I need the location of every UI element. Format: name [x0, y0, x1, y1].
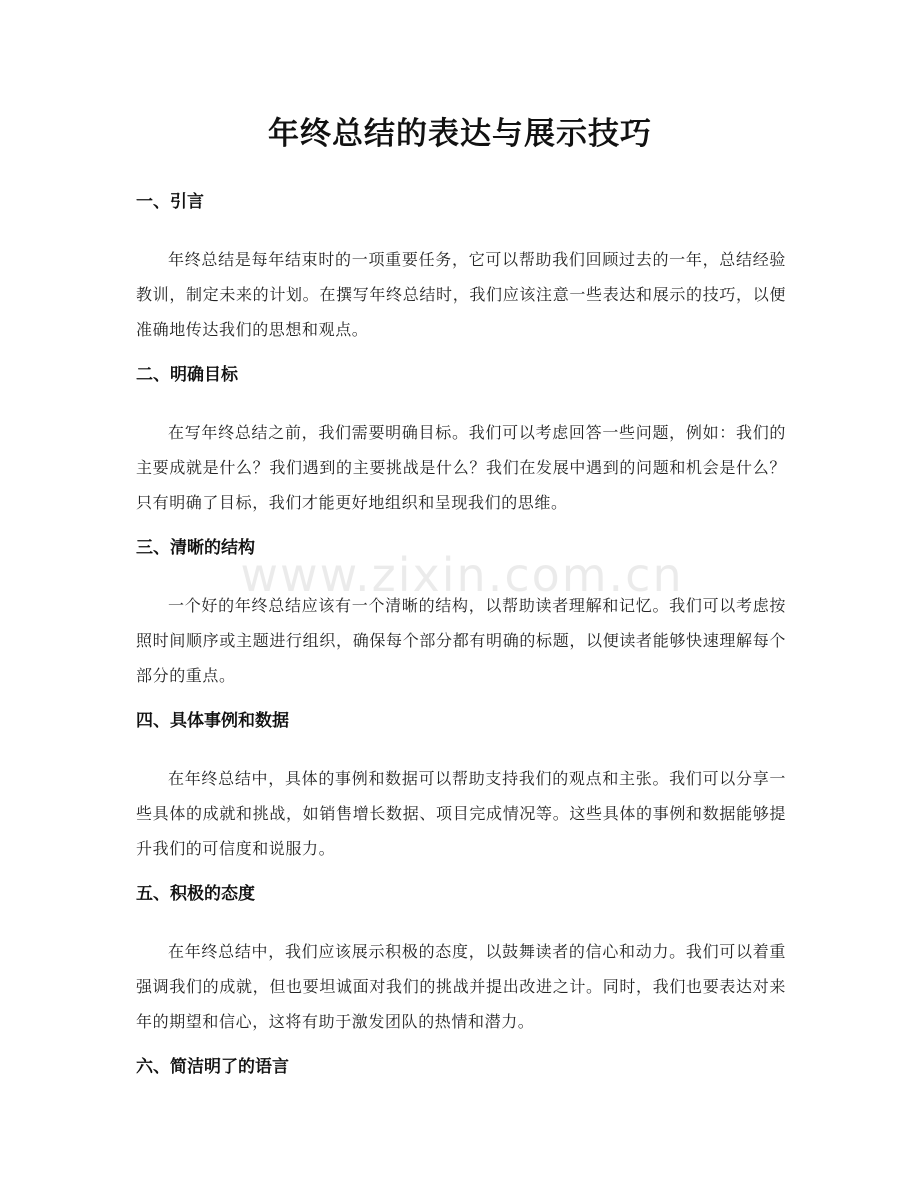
- section-paragraph: 在年终总结中，具体的事例和数据可以帮助支持我们的观点和主张。我们可以分享一些具体的成就和挑战，如销售增长数据、项目完成情况等。这些具体的事例和数据能够提升我们的可信度和说服力。: [136, 769, 786, 858]
- section-examples-and-data: [136, 709, 786, 866]
- section-heading: 一、引言: [136, 192, 204, 212]
- watermark-text: www.zixin.com.cn: [240, 548, 684, 602]
- section-heading: 六、简洁明了的语言: [136, 1057, 289, 1077]
- section-paragraph: 一个好的年终总结应该有一个清晰的结构，以帮助读者理解和记忆。我们可以考虑按照时间顺序或主题进行组织，确保每个部分都有明确的标题，以便读者能够快速理解每个部分的重点。: [136, 596, 786, 685]
- section-paragraph: 年终总结是每年结束时的一项重要任务，它可以帮助我们回顾过去的一年，总结经验教训，制定未来的计划。在撰写年终总结时，我们应该注意一些表达和展示的技巧，以便准确地传达我们的思想和观点。: [136, 250, 786, 339]
- section-paragraph: 在年终总结中，我们应该展示积极的态度，以鼓舞读者的信心和动力。我们可以着重强调我们的成就，但也要坦诚面对我们的挑战并提出改进之计。同时，我们也要表达对来年的期望和信心，这将有助于激发团队的热情和潜力。: [136, 942, 786, 1031]
- section-clear-structure: [136, 536, 786, 693]
- section-positive-attitude: [136, 882, 786, 1039]
- section-heading: 二、明确目标: [136, 365, 238, 385]
- section-introduction: [136, 190, 786, 347]
- section-heading: 三、清晰的结构: [136, 538, 255, 558]
- section-heading: 五、积极的态度: [136, 884, 255, 904]
- section-heading: 四、具体事例和数据: [136, 711, 289, 731]
- section-concise-language: [136, 1055, 786, 1079]
- document-title: 年终总结的表达与展示技巧: [268, 116, 652, 152]
- section-paragraph: 在写年终总结之前，我们需要明确目标。我们可以考虑回答一些问题，例如：我们的主要成就是什么？我们遇到的主要挑战是什么？我们在发展中遇到的问题和机会是什么？只有明确了目标，我们才能更好地组织和呈现我们的思维。: [136, 423, 786, 512]
- section-clear-goals: [136, 363, 786, 520]
